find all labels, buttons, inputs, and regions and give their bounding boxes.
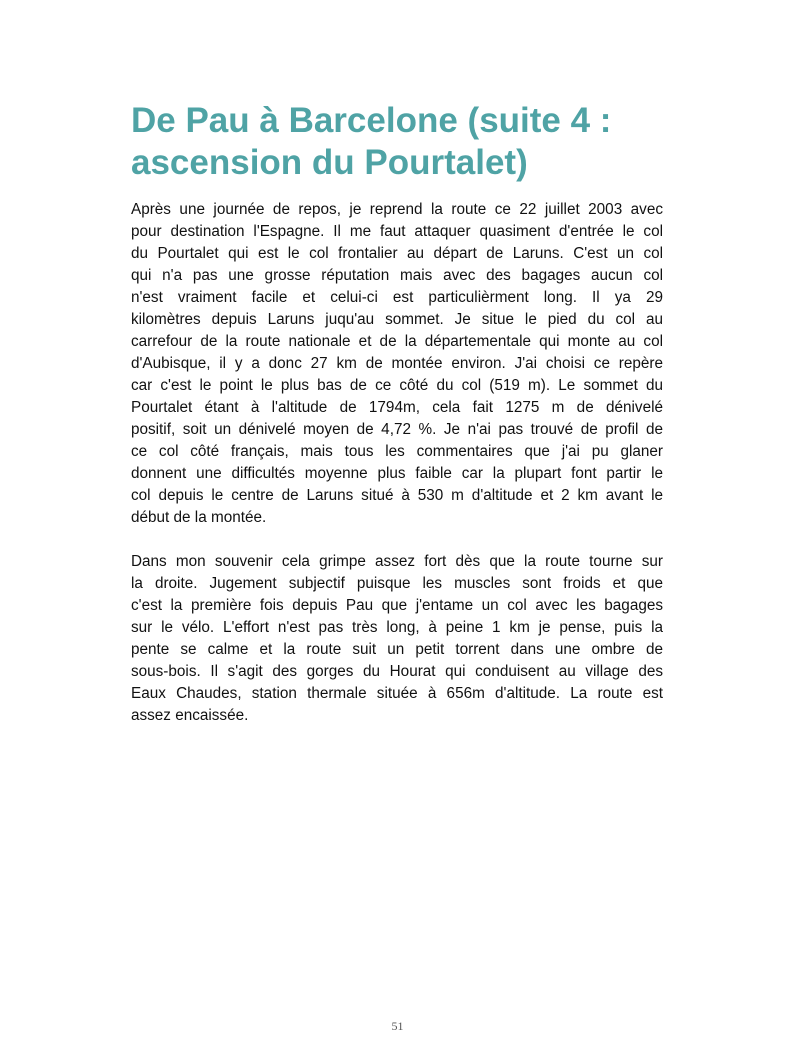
text-line: ce col côté français, mais tous les commentaires que j'ai pu glaner (131, 443, 663, 460)
text-line: positif, soit un dénivelé moyen de 4,72 %. Je n'ai pas trouvé de profil de (131, 421, 663, 438)
text-line: donnent une difficultés moyenne plus faible car la plupart font partir le (131, 465, 663, 482)
text-line: la droite. Jugement subjectif puisque les muscles sont froids et que (131, 575, 663, 592)
text-line: n'est vraiment facile et celui-ci est particulièrment long. Il ya 29 (131, 289, 663, 306)
paragraph-1 (131, 199, 663, 529)
text-line: col depuis le centre de Laruns situé à 530 m d'altitude et 2 km avant le (131, 487, 663, 504)
text-line: kilomètres depuis Laruns juqu'au sommet. Je situe le pied du col au (131, 311, 663, 328)
page-title (131, 100, 671, 184)
title-line: De Pau à Barcelone (suite 4 : (131, 101, 612, 140)
paragraph-2 (131, 551, 663, 727)
text-line: pour destination l'Espagne. Il me faut attaquer quasiment d'entrée le col (131, 223, 663, 240)
title-line: ascension du Pourtalet) (131, 143, 528, 182)
text-line: carrefour de la route nationale et de la départementale qui monte au col (131, 333, 663, 350)
text-line: du Pourtalet qui est le col frontalier au départ de Laruns. C'est un col (131, 245, 663, 262)
text-line: sur le vélo. L'effort n'est pas très long, à peine 1 km je pense, puis la (131, 619, 663, 636)
text-line: car c'est le point le plus bas de ce côté du col (519 m). Le sommet du (131, 377, 663, 394)
text-line: Pourtalet étant à l'altitude de 1794m, cela fait 1275 m de dénivelé (131, 399, 663, 416)
text-line: sous-bois. Il s'agit des gorges du Hourat qui conduisent au village des (131, 663, 663, 680)
text-line: début de la montée. (131, 509, 267, 526)
text-line: Eaux Chaudes, station thermale située à 656m d'altitude. La route est (131, 685, 663, 702)
text-line: pente se calme et la route suit un petit torrent dans une ombre de (131, 641, 663, 658)
page-number: 51 (391, 1019, 404, 1033)
text-line: d'Aubisque, il y a donc 27 km de montée environ. J'ai choisi ce repère (131, 355, 663, 372)
text-line: qui n'a pas une grosse réputation mais avec des bagages aucun col (131, 267, 663, 284)
text-line: Après une journée de repos, je reprend la route ce 22 juillet 2003 avec (131, 201, 663, 218)
text-line: Dans mon souvenir cela grimpe assez fort dès que la route tourne sur (131, 553, 663, 570)
body-text (131, 199, 663, 727)
text-line: c'est la première fois depuis Pau que j'entame un col avec les bagages (131, 597, 663, 614)
text-line: assez encaissée. (131, 707, 249, 724)
